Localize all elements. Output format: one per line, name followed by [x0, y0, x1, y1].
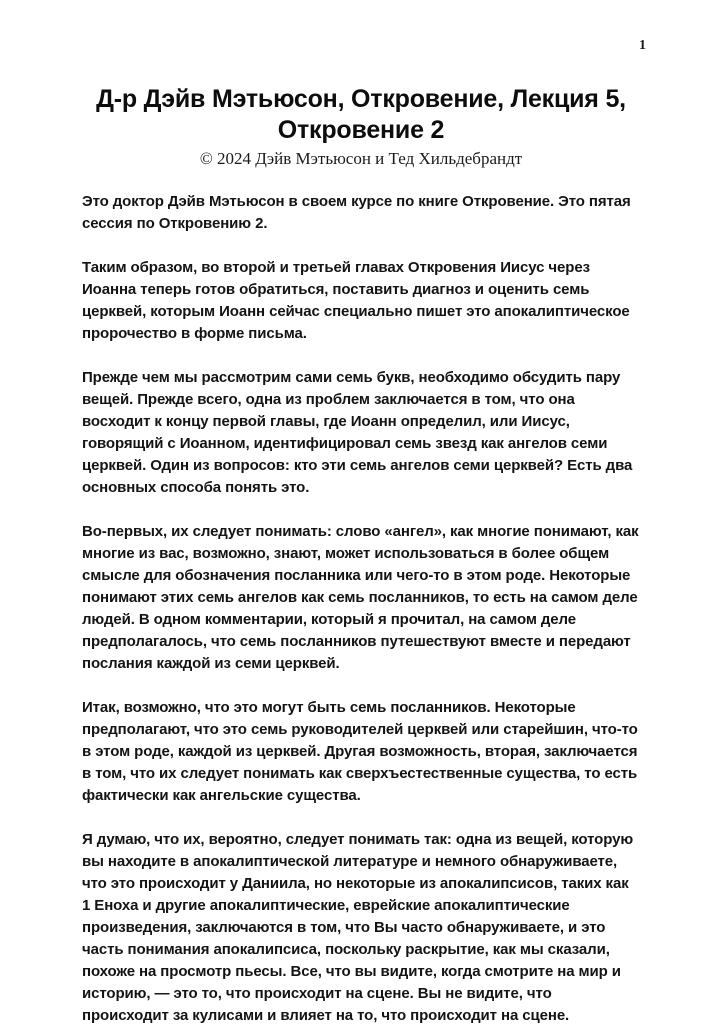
paragraph: Это доктор Дэйв Мэтьюсон в своем курсе по книге Откровение. Это пятая сессия по Откровению 2.	[82, 193, 631, 232]
document-title: Д-р Дэйв Мэтьюсон, Откровение, Лекция 5, Откровение 2	[96, 85, 626, 144]
page-number: 1	[639, 38, 646, 53]
paragraph: Я думаю, что их, вероятно, следует понимать так: одна из вещей, которую вы находите в апокалиптической литературе и немного обнаруживаете, что это происходит у Даниила, но некоторые из апокалипсисов, таких как 1 Еноха и другие апокалиптические, еврейские апокалиптические произведения, заключаются в том, что Вы часто обнаруживаете, и это часть понимания апокалипсиса, поскольку раскрытие, как мы сказали, похоже на просмотр пьесы. Все, что вы видите, когда смотрите на мир и историю, — это то, что происходит на сцене. Вы не видите, что происходит за кулисами и влияет на то, что происходит на сцене.	[82, 831, 634, 1024]
copyright-line: © 2024 Дэйв Мэтьюсон и Тед Хильдебрандт	[199, 149, 523, 168]
document-body	[82, 191, 640, 1027]
paragraph: Прежде чем мы рассмотрим сами семь букв, необходимо обсудить пару вещей. Прежде всего, одна из проблем заключается в том, что она восходит к концу первой главы, где Иоанн определил, или Иисус, говорящий с Иоанном, идентифицировал семь звезд как ангелов семи церквей. Один из вопросов: кто эти семь ангелов семи церквей? Есть два основных способа понять это.	[82, 369, 633, 496]
paragraph: Таким образом, во второй и третьей главах Откровения Иисус через Иоанна теперь готов обратиться, поставить диагноз и оценить семь церквей, которым Иоанн сейчас специально пишет это апокалиптическое пророчество в форме письма.	[82, 259, 630, 342]
paragraph: Во-первых, их следует понимать: слово «ангел», как многие понимают, как многие из вас, возможно, знают, может использоваться в более общем смысле для обозначения посланника или чего-то в этом роде. Некоторые понимают этих семь ангелов как семь посланников, то есть на самом деле людей. В одном комментарии, который я прочитал, на самом деле предполагалось, что семь посланников путешествуют вместе и передают послания каждой из семи церквей.	[82, 523, 639, 672]
paragraph: Итак, возможно, что это могут быть семь посланников. Некоторые предполагают, что это семь руководителей церквей или старейшин, что-то в этом роде, каждой из церквей. Другая возможность, вторая, заключается в том, что их следует понимать как сверхъестественные существа, то есть фактически как ангельские существа.	[82, 699, 638, 804]
